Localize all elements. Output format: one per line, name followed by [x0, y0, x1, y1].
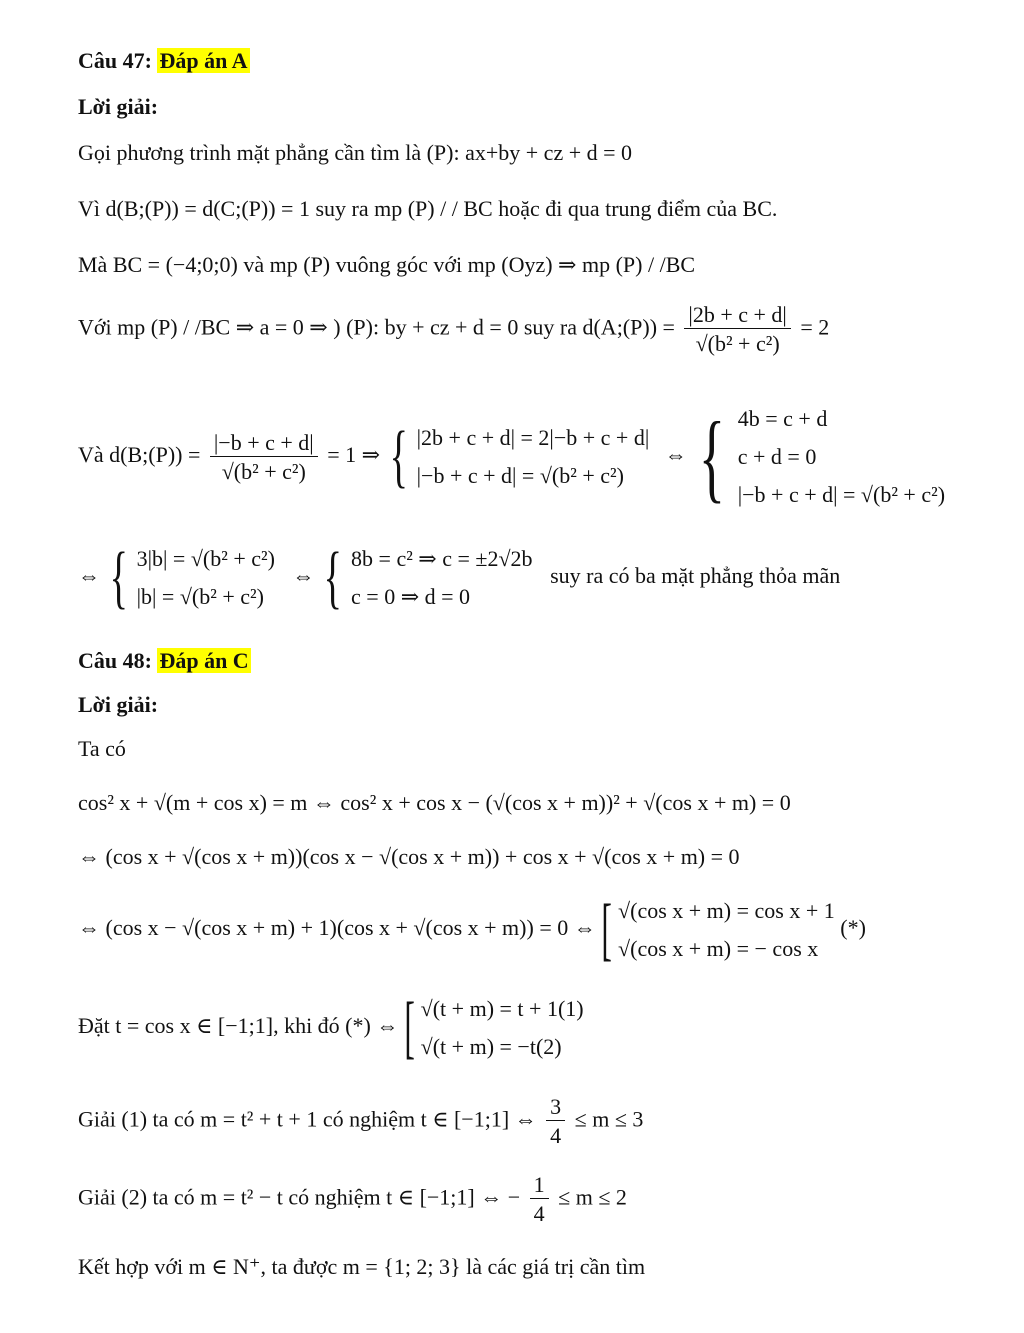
q47-system-2-row-3: |−b + c + d| = √(b² + c²)	[737, 482, 946, 507]
q47-system-3-row-1: 3|b| = √(b² + c²)	[136, 546, 275, 571]
q48-line-6-denominator: 4	[550, 1123, 562, 1149]
left-brace: {	[699, 401, 726, 512]
q48-system-2	[421, 990, 584, 1066]
left-brace: {	[323, 539, 342, 616]
q47-line-5-pre: Và d(B;(P)) =	[78, 442, 201, 468]
q47-line-6	[78, 540, 840, 616]
q47-line-2: Vì d(B;(P)) = d(C;(P)) = 1 suy ra mp (P) / / BC hoặc đi qua trung điểm của BC.	[78, 196, 778, 221]
q48-line-6	[78, 1094, 643, 1149]
left-bracket: [	[404, 989, 415, 1066]
q47-system-1-row-1: |2b + c + d| = 2|−b + c + d|	[416, 425, 650, 450]
q48-line-6-numerator: 3	[546, 1094, 565, 1121]
q48-line-7	[78, 1172, 627, 1227]
q48-solution-label: Lời giải:	[78, 692, 159, 717]
q48-line-6-pre: Giải (1) ta có m = t² + t + 1 có nghiệm t ∈ [−1;1] ⇔	[78, 1106, 537, 1132]
q48-system-2-row-2: √(t + m) = −t(2)	[420, 1034, 562, 1059]
q47-line-6-iff-1: ⇔	[78, 563, 100, 589]
q48-line-6-post: ≤ m ≤ 3	[574, 1106, 644, 1132]
q48-line-5-pre: Đặt t = cos x ∈ [−1;1], khi đó (*) ⇔	[78, 1013, 399, 1039]
q48-heading	[78, 648, 251, 673]
q47-system-3-row-2: |b| = √(b² + c²)	[136, 584, 264, 609]
q47-line-4-denominator: √(b² + c²)	[695, 331, 780, 357]
q48-system-1-row-1: √(cos x + m) = cos x + 1	[618, 898, 835, 923]
q47-system-2-row-2: c + d = 0	[737, 444, 817, 469]
q47-answer-highlight: Đáp án A	[159, 48, 248, 73]
q47-system-1	[417, 419, 650, 495]
q47-line-5-mid: = 1 ⇒	[327, 442, 381, 468]
q48-system-1	[618, 892, 835, 968]
q48-line-4	[78, 892, 866, 968]
q47-line-4-post: = 2	[800, 314, 830, 340]
q47-title: Câu 47:	[78, 48, 152, 73]
q47-line-5	[78, 400, 945, 514]
q47-line-5-numerator: |−b + c + d|	[210, 430, 318, 457]
left-brace: {	[389, 418, 408, 495]
q47-system-4-row-2: c = 0 ⇒ d = 0	[351, 584, 471, 609]
q48-line-8: Kết hợp với m ∈ N⁺, ta được m = {1; 2; 3} là các giá trị cần tìm	[78, 1254, 646, 1279]
left-brace: {	[109, 539, 128, 616]
q47-line-5-denominator: √(b² + c²)	[221, 459, 306, 484]
q48-line-7-denominator: 4	[533, 1201, 545, 1227]
q48-line-4-post: (*)	[840, 915, 866, 941]
q47-system-2	[738, 400, 945, 514]
q48-line-3: ⇔ (cos x + √(cos x + m))(cos x − √(cos x + m)) + cos x + √(cos x + m) = 0	[78, 844, 740, 869]
q48-line-2: cos² x + √(m + cos x) = m ⇔ cos² x + cos x − (√(cos x + m))² + √(cos x + m) = 0	[78, 790, 791, 815]
q47-line-1: Gọi phương trình mặt phẳng cần tìm là (P): ax+by + cz + d = 0	[78, 140, 633, 165]
q48-line-1: Ta có	[78, 736, 126, 761]
q47-system-2-row-1: 4b = c + d	[737, 406, 828, 431]
q48-line-6-fraction	[546, 1094, 565, 1149]
q48-line-7-numerator: 1	[530, 1172, 549, 1199]
q47-line-4-numerator: |2b + c + d|	[684, 302, 790, 329]
q47-heading	[78, 48, 250, 73]
q47-system-3	[137, 540, 275, 616]
q48-line-7-pre: Giải (2) ta có m = t² − t có nghiệm t ∈ [−1;1] ⇔ −	[78, 1184, 521, 1210]
q48-system-2-row-1: √(t + m) = t + 1(1)	[420, 996, 584, 1021]
q48-title: Câu 48:	[78, 648, 152, 673]
q47-system-4	[351, 540, 533, 616]
q47-line-4-fraction	[684, 302, 790, 357]
q47-line-6-post: suy ra có ba mặt phẳng thỏa mãn	[550, 563, 841, 589]
q48-answer-highlight: Đáp án C	[159, 648, 249, 673]
q48-line-4-pre: ⇔ (cos x − √(cos x + m) + 1)(cos x + √(cos x + m)) = 0 ⇔	[78, 915, 596, 941]
q48-system-1-row-2: √(cos x + m) = − cos x	[618, 936, 819, 961]
q48-line-7-fraction	[530, 1172, 549, 1227]
q48-line-5	[78, 990, 584, 1066]
q47-line-5-iff: ⇔	[664, 442, 687, 468]
left-bracket: [	[601, 891, 613, 968]
q47-solution-label: Lời giải:	[78, 94, 159, 119]
q48-line-7-post: ≤ m ≤ 2	[558, 1184, 627, 1210]
q47-line-4-pre: Với mp (P) / /BC ⇒ a = 0 ⇒ ) (P): by + cz + d = 0 suy ra d(A;(P)) =	[78, 314, 675, 340]
q47-line-6-iff-2: ⇔	[292, 563, 315, 589]
q47-line-5-fraction	[210, 430, 318, 485]
q47-line-3: Mà BC = (−4;0;0) và mp (P) vuông góc với mp (Oyz) ⇒ mp (P) / /BC	[78, 252, 696, 277]
q47-line-4	[78, 302, 829, 357]
q47-system-4-row-1: 8b = c² ⇒ c = ±2√2b	[351, 546, 533, 571]
q47-system-1-row-2: |−b + c + d| = √(b² + c²)	[416, 463, 624, 488]
